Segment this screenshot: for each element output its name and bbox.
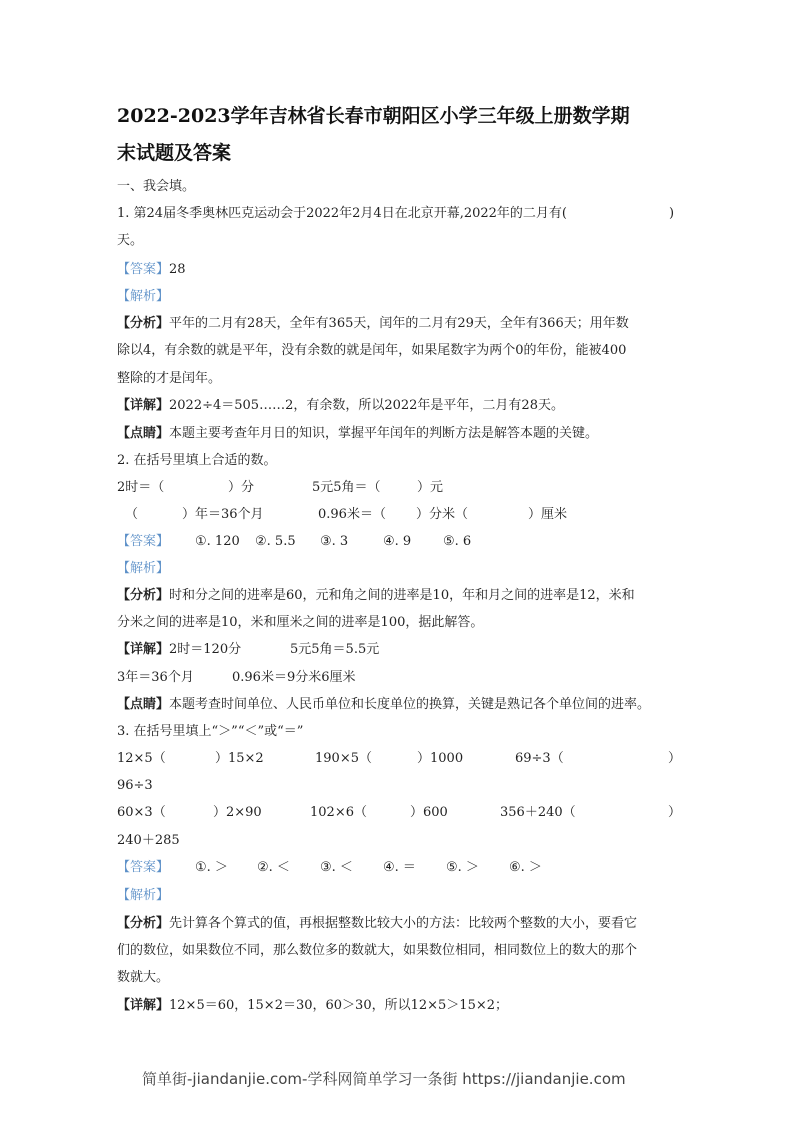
q3-item: 102×6（ [310,805,367,820]
q3-fx-2: 们的数位，如果数位不同，那么数位多的数就大，如果数位相同，相同数位上的数大的那个 [117,943,638,958]
q2-item: ）分 [228,480,255,495]
answer-label: 【答案】 [117,262,170,277]
xj-text: 3年＝36个月 [117,670,194,685]
q2-item: 0.96米＝（ [318,507,386,522]
q3-item: 356＋240（ [500,805,576,820]
q1-fx-3: 整除的才是闰年。 [117,371,222,386]
fx-text: 平年的二月有28天，全年有365天，闰年的二月有29天，全年有366天；用年数 [169,316,629,331]
xj-text: 12×5＝60，15×2＝30，60＞30，所以12×5＞15×2； [169,998,509,1013]
doc-title-line2: 末试题及答案 [117,142,232,164]
answer-value: ②. 5.5 [255,534,296,549]
q3-item: ） [668,751,682,766]
dj-label: 【点睛】 [117,426,170,441]
xj-label: 【详解】 [117,998,170,1013]
q2-item: 5元5角＝（ [312,480,381,495]
q2-xj [117,642,241,658]
q2-item: ）年＝36个月 [182,507,264,522]
q2-dj [117,697,650,713]
answer-value: ②. ＜ [257,860,290,875]
q3-item: ）600 [410,805,448,820]
q1-xj [117,398,564,414]
xj-text: 2时＝120分 [169,642,242,657]
q1-blank-close: ) [669,206,675,221]
answer-value: ①. ＞ [195,860,228,875]
fx-text: 时和分之间的进率是60，元和角之间的进率是10，年和月之间的进率是12，米和 [169,588,635,603]
answer-value: 28 [169,262,186,277]
fx-label: 【分析】 [117,588,170,603]
answer-value: ⑥. ＞ [509,860,542,875]
q3-fx [117,916,637,932]
q1-text: 1. 第24届冬季奥林匹克运动会于2022年2月4日在北京开幕,2022年的二月有( [117,206,567,221]
q2-item: ）厘米 [528,507,568,522]
q2-text: 2. 在括号里填上合适的数。 [117,453,277,468]
dj-text: 本题主要考查年月日的知识，掌握平年闰年的判断方法是解答本题的关键。 [169,426,599,441]
q3-item: ）2×90 [213,805,262,820]
footer-watermark: 简单街-jiandanjie.com-学科网简单学习一条街 https://jiandanjie.com [142,1070,626,1088]
q3-item: ） [668,805,682,820]
xj-text: 5元5角＝5.5元 [290,642,380,657]
q3-item: 12×5（ [117,751,166,766]
q3-item: ）1000 [417,751,464,766]
answer-value: ①. 120 [195,534,240,549]
q2-fx-2: 分米之间的进率是10，米和厘米之间的进率是100，据此解答。 [117,615,484,630]
q1-text-2: 天。 [117,233,144,248]
q2-item: （ [125,507,139,522]
q3-fx-3: 数就大。 [117,970,170,985]
answer-value: ⑤. 6 [443,534,472,549]
answer-value: ⑤. ＞ [446,860,479,875]
analysis-label: 【解析】 [117,888,170,903]
q2-item: ）元 [417,480,444,495]
q3-item: 240＋285 [117,833,180,848]
answer-value: ④. 9 [383,534,412,549]
q1-dj [117,426,598,442]
q1-fx [117,316,629,332]
q2-fx [117,588,635,604]
q3-item: ）15×2 [215,751,264,766]
q2-item: 2时＝（ [117,480,165,495]
dj-text: 本题考查时间单位、人民币单位和长度单位的换算，关键是熟记各个单位间的进率。 [169,697,651,712]
q3-item: 190×5（ [315,751,372,766]
answer-label: 【答案】 [117,534,170,549]
analysis-label: 【解析】 [117,561,170,576]
q3-item: 96÷3 [117,778,153,793]
dj-label: 【点睛】 [117,697,170,712]
fx-label: 【分析】 [117,916,170,931]
xj-text: 0.96米＝9分米6厘米 [232,670,356,685]
section-heading: 一、我会填。 [117,179,196,194]
q3-item: 60×3（ [117,805,166,820]
xj-label: 【详解】 [117,642,170,657]
answer-value: ④. ＝ [383,860,416,875]
xj-label: 【详解】 [117,398,170,413]
doc-title-line1: 2022-2023学年吉林省长春市朝阳区小学三年级上册数学期 [117,105,630,127]
q3-xj [117,998,508,1014]
fx-text: 先计算各个算式的值，再根据整数比较大小的方法：比较两个整数的大小，要看它 [169,916,638,931]
xj-text: 2022÷4＝505……2，有余数，所以2022年是平年，二月有28天。 [169,398,564,413]
q3-item: 69÷3（ [515,751,564,766]
fx-label: 【分析】 [117,316,170,331]
q1-answer [117,262,186,278]
answer-label: 【答案】 [117,860,170,875]
answer-value: ③. 3 [320,534,349,549]
q2-item: ）分米（ [416,507,469,522]
q1-fx-2: 除以4，有余数的就是平年，没有余数的就是闰年，如果尾数字为两个0的年份，能被400 [117,343,627,358]
q1-analysis-label: 【解析】 [117,289,170,304]
q3-text: 3. 在括号里填上“＞”“＜”或“＝” [117,724,304,739]
answer-value: ③. ＜ [320,860,353,875]
